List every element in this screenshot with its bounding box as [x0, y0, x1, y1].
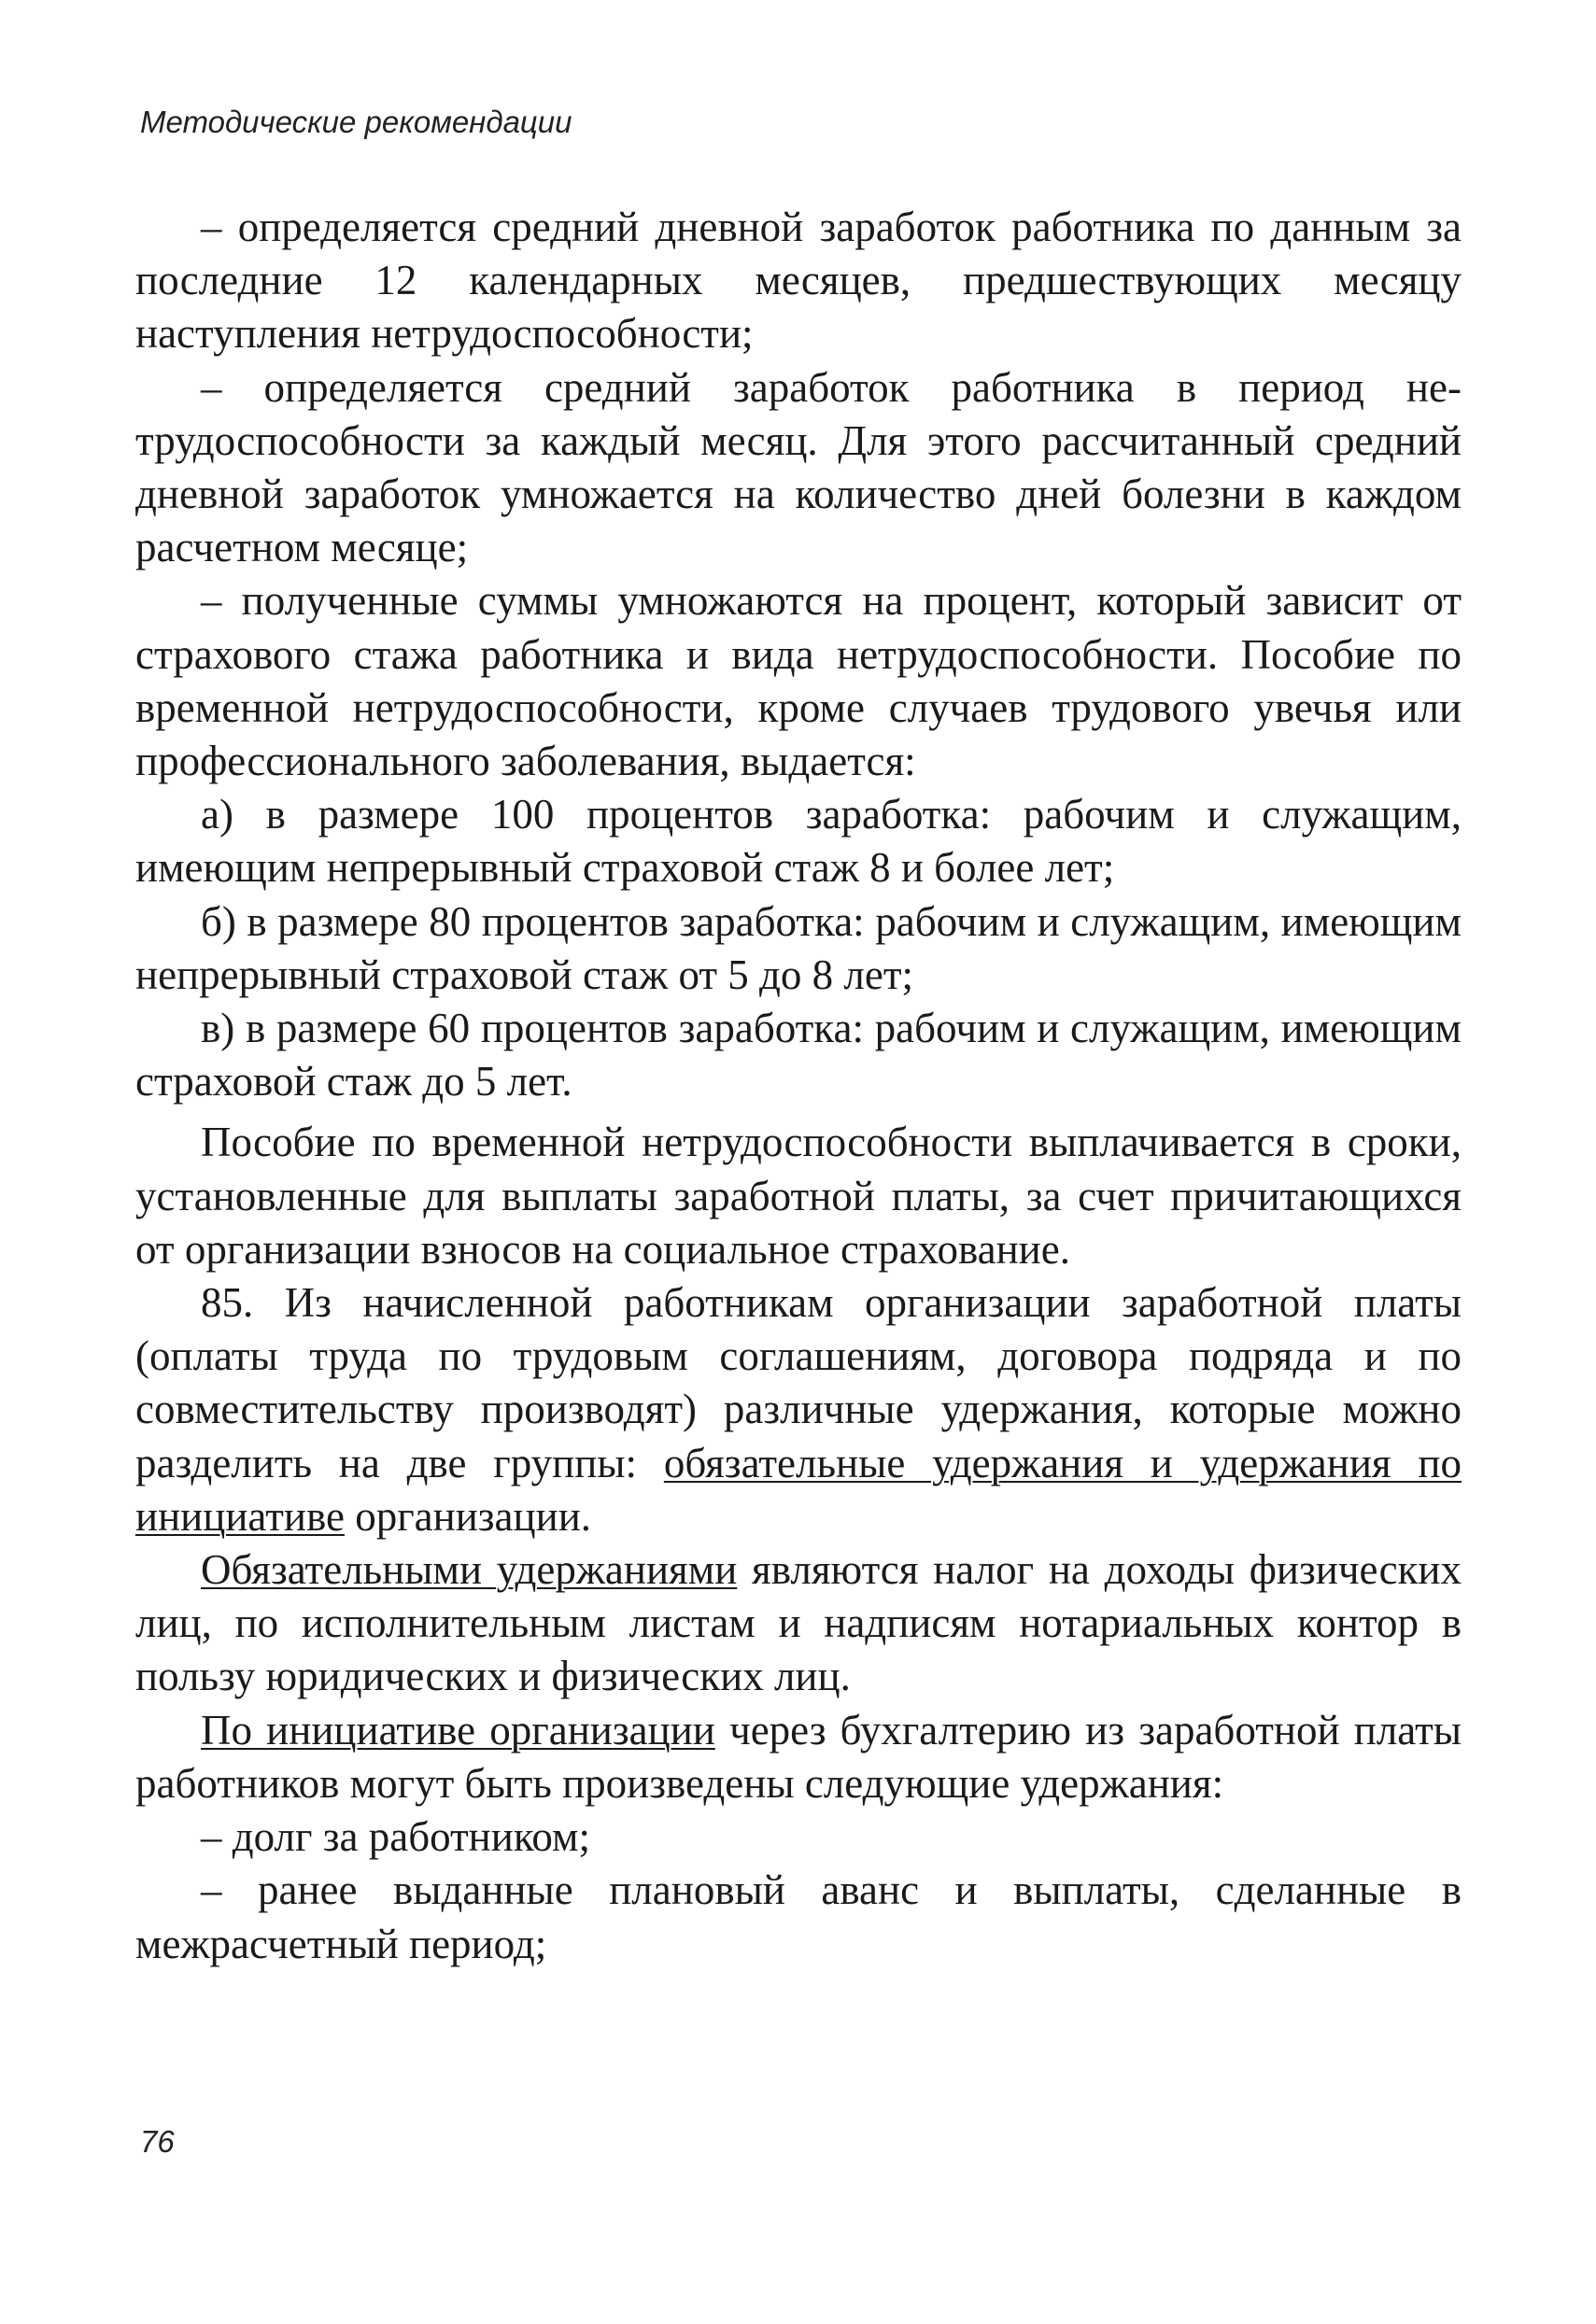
paragraph-rate-80: б) в размере 80 процентов заработка: рабочим и служащим, имеющим непрерывный страховой стаж от 5 до 8 лет;: [135, 897, 1462, 998]
initiative-deductions-term: По инициативе организации: [201, 1706, 715, 1754]
deductions-groups-underlined: обязательные удержания и удержания по инициативе: [135, 1439, 1462, 1540]
deductions-intro-text: 85. Из начисленной работникам организации заработной платы (оплаты труда по трудовым соглашениям, договора подряда и по совместительству производят) различные удержания, которые можно разделить на две группы:: [135, 1279, 1462, 1486]
paragraph-rate-100: а) в размере 100 процентов заработка: рабочим и служащим, имеющим непрерывный страховой стаж 8 и более лет;: [135, 791, 1462, 892]
running-head: Методические рекомендации: [140, 105, 572, 139]
paragraph-initiative-deductions: [135, 1704, 1462, 1810]
paragraph-rate-60: в) в размере 60 процентов заработка: рабочим и служащим, имеющим страховой стаж до 5 лет.: [135, 1005, 1462, 1106]
paragraph-average-daily-earnings: – определяется средний дневной заработок работника по данным за последние 12 календарных месяцев, предшествующих месяцу наступления нетрудоспособности;: [135, 204, 1462, 358]
mandatory-deductions-text: являются налог на доходы физических лиц, по исполнительным листам и надписям нотариальных контор в пользу юридических и физических лиц.: [135, 1546, 1462, 1700]
paragraph-mandatory-deductions: [135, 1543, 1462, 1704]
deductions-intro-end: организации.: [344, 1492, 592, 1540]
paragraph-deductions-intro: [135, 1276, 1462, 1543]
paragraph-percent-rules: – полученные суммы умножаются на процент, который зависит от страхового стажа работника и вида нетрудоспособности. Пособие по временной нетрудоспособности, кроме случаев трудового увечья или профессионального заболевания, выдается:: [135, 577, 1462, 785]
mandatory-deductions-term: Обязательными удержаниями: [201, 1546, 738, 1594]
paragraph-payment-terms: Пособие по временной нетрудоспособности выплачивается в сроки, установленные для выплаты заработной платы, за счет причитающихся от организации взносов на социальное страхование.: [135, 1119, 1462, 1273]
page-number: 76: [140, 2124, 175, 2159]
paragraph-advance-payments: – ранее выданные плановый аванс и выплаты, сделанные в межрасчетный период;: [135, 1866, 1462, 1967]
text-body: [135, 201, 1462, 1971]
paragraph-employee-debt: – долг за работником;: [201, 1813, 591, 1861]
paragraph-average-monthly-earnings: – определяется средний заработок работника в период нетрудоспособности за каждый месяц. Для этого рассчитанный средний дневной заработок умножается на количество дней болезни в каждом расчетном месяце;: [135, 363, 1462, 571]
initiative-deductions-text: через бухгалтерию из заработной платы работников могут быть произведены следующие удержания:: [135, 1706, 1462, 1807]
